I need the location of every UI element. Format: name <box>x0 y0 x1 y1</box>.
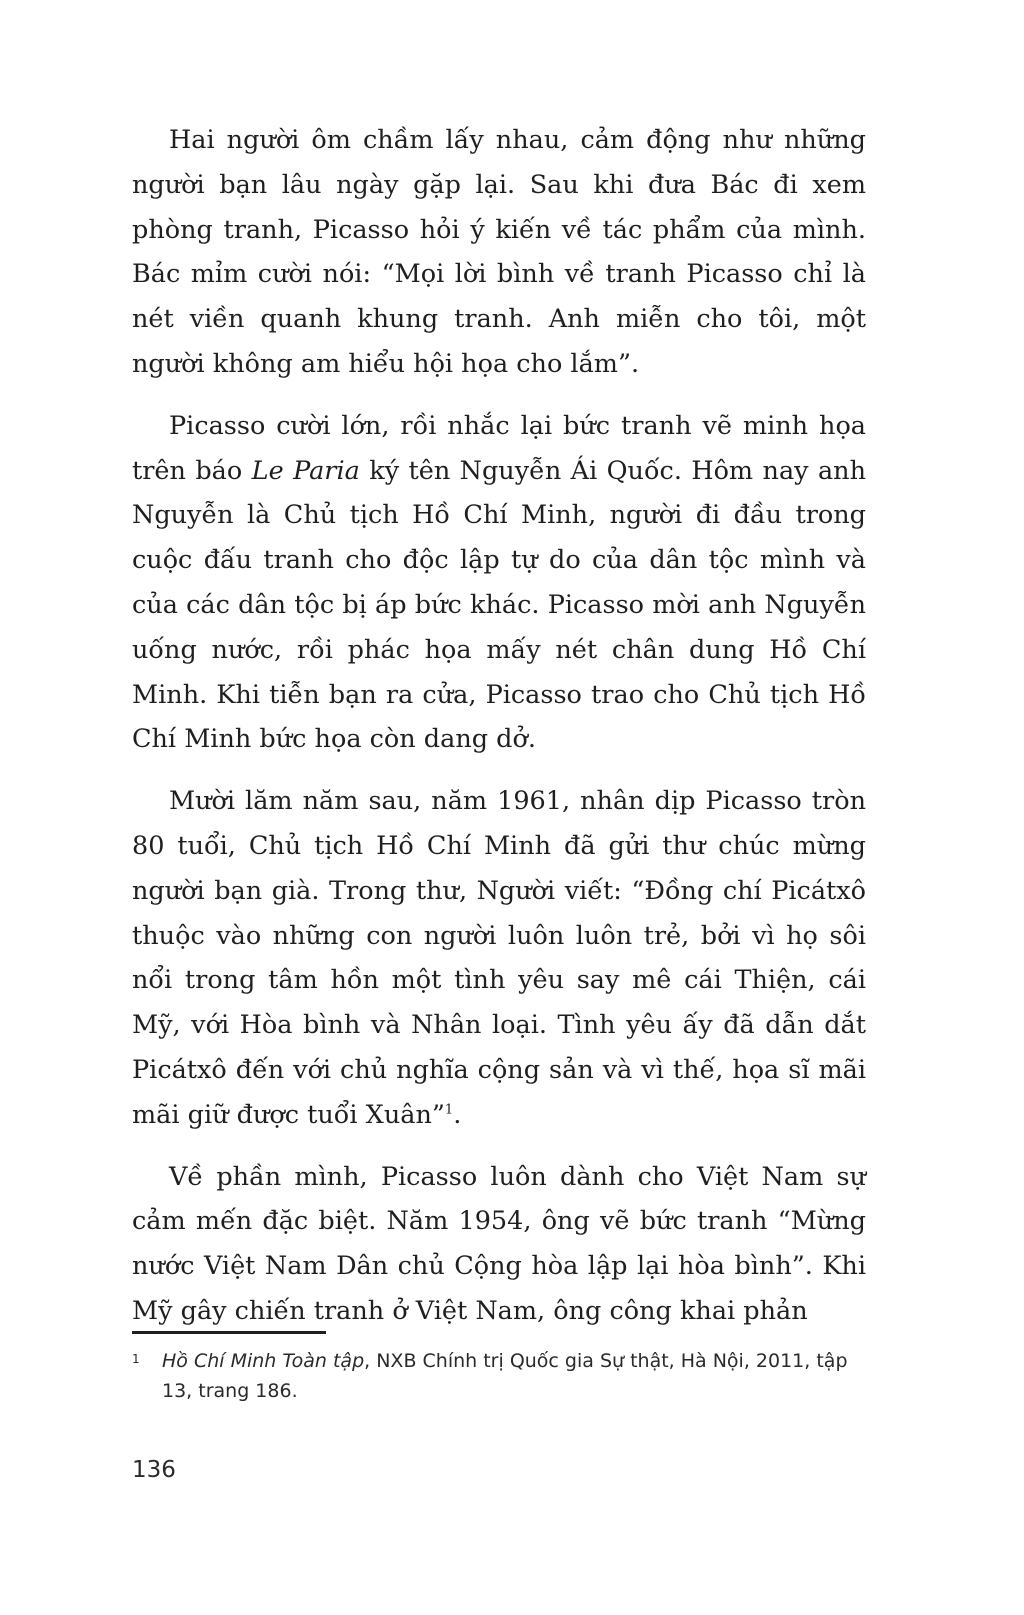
newspaper-title: Le Paria <box>251 455 360 486</box>
footnote-marker: 1 <box>132 1352 140 1366</box>
page-number: 136 <box>132 1457 176 1483</box>
paragraph <box>132 779 866 1137</box>
paragraph: Về phần mình, Picasso luôn dành cho Việt Nam sự cảm mến đặc biệt. Năm 1954, ông vẽ bức tranh “Mừng nước Việt Nam Dân chủ Cộng hòa lập lại hòa bình”. Khi Mỹ gây chiến tranh ở Việt Nam, ông công khai phản <box>132 1161 866 1326</box>
body-text <box>132 118 866 1351</box>
paragraph-text: . <box>453 1099 462 1130</box>
footnote-source-details: , NXB Chính trị Quốc gia Sự thật, Hà Nội, 2011, tập 13, trang 186. <box>162 1350 848 1402</box>
footnote-text <box>162 1346 866 1406</box>
footnote <box>132 1346 866 1406</box>
footnote-reference[interactable]: 1 <box>444 1102 454 1118</box>
paragraph <box>132 404 866 762</box>
footnote-source-title: Hồ Chí Minh Toàn tập <box>162 1350 365 1372</box>
paragraph-text: Mười lăm năm sau, năm 1961, nhân dịp Picasso tròn 80 tuổi, Chủ tịch Hồ Chí Minh đã gửi thư chúc mừng người bạn già. Trong thư, Người viết: “Đồng chí Picátxô thuộc vào những con người luôn luôn trẻ, bởi vì họ sôi nổi trong tâm hồn một tình yêu say mê cái Thiện, cái Mỹ, với Hòa bình và Nhân loại. Tình yêu ấy đã dẫn dắt Picátxô đến với chủ nghĩa cộng sản và vì thế, họa sĩ mãi mãi giữ được tuổi Xuân” <box>132 786 866 1130</box>
paragraph-text: Picasso cười lớn, rồi nhắc lại bức tranh vẽ minh họa trên báo <box>132 410 866 486</box>
footnote-divider <box>132 1331 326 1334</box>
paragraph-text: ký tên Nguyễn Ái Quốc. Hôm nay anh Nguyễn là Chủ tịch Hồ Chí Minh, người đi đầu trong cuộc đấu tranh cho độc lập tự do của dân tộc mình và của các dân tộc bị áp bức khác. Picasso mời anh Nguyễn uống nước, rồi phác họa mấy nét chân dung Hồ Chí Minh. Khi tiễn bạn ra cửa, Picasso trao cho Chủ tịch Hồ Chí Minh bức họa còn dang dở. <box>132 455 866 755</box>
paragraph: Hai người ôm chầm lấy nhau, cảm động như những người bạn lâu ngày gặp lại. Sau khi đưa Bác đi xem phòng tranh, Picasso hỏi ý kiến về tác phẩm của mình. Bác mỉm cười nói: “Mọi lời bình về tranh Picasso chỉ là nét viền quanh khung tranh. Anh miễn cho tôi, một người không am hiểu hội họa cho lắm”. <box>132 125 866 379</box>
